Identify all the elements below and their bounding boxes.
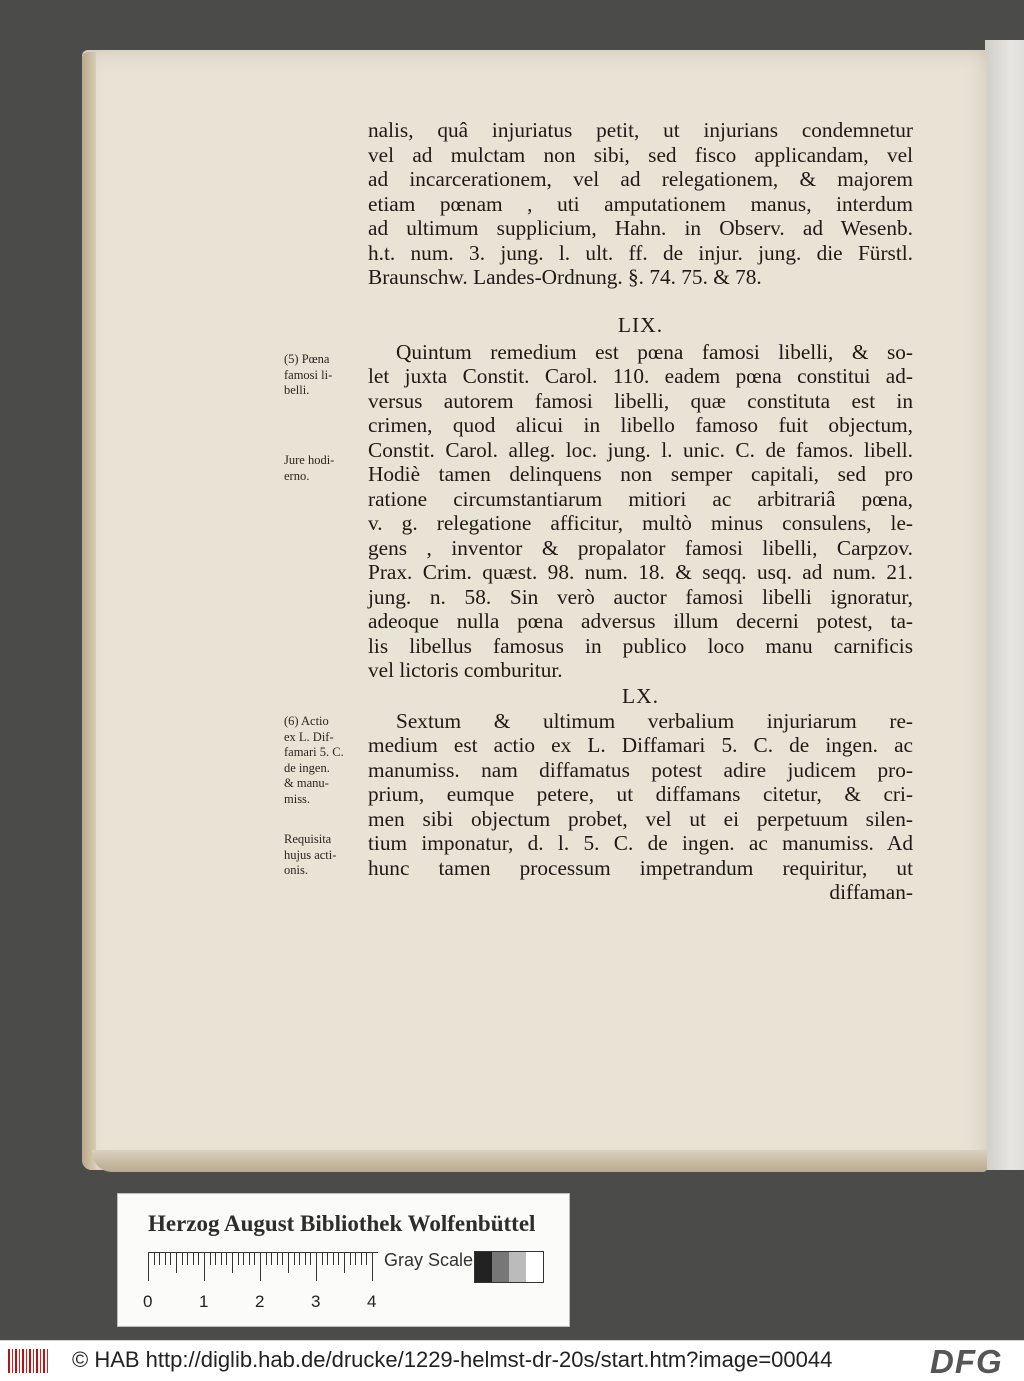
text-line: Hodiè tamen delinquens non semper capitali, sed pro — [368, 462, 913, 486]
ruler-tick — [170, 1253, 171, 1265]
ruler-tick — [165, 1253, 166, 1265]
gray-swatch — [526, 1252, 543, 1282]
ruler-tick — [198, 1253, 199, 1265]
ruler-tick — [288, 1253, 289, 1273]
margin-note-line: erno. — [284, 468, 310, 483]
ruler-tick — [159, 1253, 160, 1265]
ruler-tick — [344, 1253, 345, 1273]
ruler-tick — [322, 1253, 323, 1265]
gray-swatch — [492, 1252, 509, 1282]
text-line: vel ad mulctam non sibi, sed fisco applicandam, vel — [368, 142, 913, 167]
gray-swatch — [509, 1252, 526, 1282]
dfg-logo: DFG — [930, 1343, 1003, 1380]
ruler-tick — [226, 1253, 227, 1265]
ruler-tick — [271, 1253, 272, 1265]
margin-note-line: Jure hodi- — [284, 453, 335, 467]
ruler-tick — [310, 1253, 311, 1265]
ruler-tick — [277, 1253, 278, 1265]
section-heading-lix: LIX. — [617, 312, 664, 337]
gray-scale-label: Gray Scale — [384, 1250, 474, 1270]
ruler-tick — [176, 1253, 177, 1273]
text-line: Braunschw. Landes-Ordnung. §. 74. 75. & 78. — [368, 265, 762, 289]
text-line: Constit. Carol. alleg. loc. jung. l. unic. C. de famos. libell. — [368, 437, 913, 462]
margin-note-line: de ingen. — [284, 760, 330, 775]
margin-note-poena — [284, 352, 368, 399]
ruler-tick — [316, 1253, 317, 1281]
ruler-tick — [355, 1253, 356, 1265]
text-line: ratione circumstantiarum mitiori ac arbitrariâ pœna, — [368, 486, 913, 511]
text-line: ad incarcerationem, vel ad relegationem, & majorem — [368, 167, 913, 191]
margin-note-line: famosi li- — [284, 367, 333, 382]
text-line: vel lictoris comburitur. — [368, 658, 563, 682]
text-line: tium imponatur, d. l. 5. C. de ingen. ac manumiss. Ad — [368, 831, 913, 855]
ruler-tick — [215, 1253, 216, 1265]
main-text — [368, 118, 913, 905]
paragraph-top — [368, 118, 913, 290]
ruler-tick — [294, 1253, 295, 1265]
ruler-tick — [254, 1253, 255, 1265]
ruler-tick — [372, 1253, 373, 1281]
text-line: manumiss. nam diffamatus potest adire judicem pro- — [368, 757, 913, 782]
margin-note-line: (6) Actio — [284, 714, 329, 728]
ruler-tick — [266, 1253, 267, 1265]
ruler-label: 1 — [199, 1292, 209, 1311]
text-line: crimen, quod alicui in libello famoso fuit objectum, — [368, 413, 913, 437]
ruler-tick — [232, 1253, 233, 1273]
ruler-tick — [350, 1253, 351, 1265]
margin-note-line: famari 5. C. — [284, 745, 344, 759]
margin-note-actio — [284, 714, 368, 807]
ruler-label: 0 — [143, 1292, 153, 1311]
source-url[interactable]: © HAB http://diglib.hab.de/drucke/1229-helmst-dr-20s/start.htm?image=00044 — [72, 1347, 833, 1372]
text-line: prium, eumque petere, ut diffamans citetur, & cri- — [368, 782, 913, 806]
gray-scale-swatches — [474, 1251, 544, 1283]
text-line: ad ultimum supplicium, Hahn. in Observ. ad Wesenb. — [368, 216, 913, 240]
ruler-tick — [193, 1253, 194, 1265]
ruler-tick — [154, 1253, 155, 1265]
margin-note-line: Requisita — [284, 832, 332, 846]
footer-bar — [0, 1340, 1024, 1381]
text-line: men sibi objectum probet, vel ut ei perpetuum silen- — [368, 806, 913, 831]
ruler-tick — [210, 1253, 211, 1265]
text-line: lis libellus famosus in publico loco manu carnificis — [368, 633, 913, 658]
ruler-tick — [148, 1253, 149, 1281]
text-line: jung. n. 58. Sin verò auctor famosi libelli ignoratur, — [368, 584, 913, 609]
margin-note-line: (5) Pœna — [284, 352, 330, 366]
ruler-label: 3 — [311, 1292, 321, 1311]
margin-note-line: belli. — [284, 383, 310, 397]
ruler-tick — [187, 1253, 188, 1265]
ruler-label: 2 — [255, 1292, 265, 1311]
text-line: nalis, quâ injuriatus petit, ut injurians condemnetur — [368, 118, 913, 142]
gray-swatch — [475, 1252, 492, 1282]
paragraph-lx — [368, 709, 913, 905]
text-line: medium est actio ex L. Diffamari 5. C. de ingen. ac — [368, 733, 913, 757]
text-line: Quintum remedium est pœna famosi libelli, & so- — [396, 339, 913, 364]
paragraph-lix — [368, 340, 913, 683]
ruler-tick — [282, 1253, 283, 1265]
page-bottom-edge — [92, 1150, 987, 1172]
text-line: Sextum & ultimum verbalium injuriarum re- — [396, 708, 913, 733]
page-spine-edge — [82, 52, 96, 1170]
ruler-tick — [327, 1253, 328, 1265]
text-line: h.t. num. 3. jung. l. ult. ff. de injur. jung. die Fürstl. — [368, 240, 913, 265]
ruler-tick — [204, 1253, 205, 1281]
text-line: versus autorem famosi libelli, quæ constituta est in — [368, 388, 913, 413]
margin-note-line: hujus acti- — [284, 847, 337, 862]
margin-note-line: onis. — [284, 863, 308, 877]
ruler-tick — [305, 1253, 306, 1265]
text-line: v. g. relegatione afficitur, multò minus consulens, le- — [368, 511, 913, 535]
ruler-scale — [148, 1252, 378, 1281]
color-scale-card — [117, 1193, 570, 1327]
text-line: adeoque nulla pœna adversus illum decerni potest, ta- — [368, 609, 913, 633]
ruler-tick — [260, 1253, 261, 1281]
text-line: let juxta Constit. Carol. 110. eadem pœna constitui ad- — [368, 364, 913, 388]
ruler-tick — [249, 1253, 250, 1265]
library-name: Herzog August Bibliothek Wolfenbüttel — [148, 1211, 536, 1236]
ruler-tick — [238, 1253, 239, 1265]
ruler-tick — [333, 1253, 334, 1265]
margin-note-line: ex L. Dif- — [284, 729, 334, 744]
section-heading-lx: LX. — [621, 683, 660, 708]
ruler-tick — [366, 1253, 367, 1265]
margin-note-jure-hodierno — [284, 453, 368, 484]
text-line: etiam pœnam , uti amputationem manus, interdum — [368, 191, 913, 216]
ruler-tick — [182, 1253, 183, 1265]
text-line: Prax. Crim. quæst. 98. num. 18. & seqq. usq. ad num. 21. — [368, 560, 913, 584]
ruler-label: 4 — [367, 1292, 377, 1311]
ruler-tick — [243, 1253, 244, 1265]
text-line: gens , inventor & propalator famosi libelli, Carpzov. — [368, 535, 913, 560]
text-line: diffaman- — [829, 880, 913, 904]
ruler-tick — [299, 1253, 300, 1265]
adjacent-page-strip — [985, 40, 1024, 1170]
ruler-tick — [338, 1253, 339, 1265]
margin-note-line: miss. — [284, 791, 311, 806]
ruler-tick — [221, 1253, 222, 1265]
margin-note-requisita — [284, 832, 368, 879]
text-line: hunc tamen processum impetrandum requiritur, ut — [368, 855, 913, 880]
barcode-icon — [8, 1349, 48, 1373]
margin-note-line: & manu- — [284, 776, 329, 790]
ruler-tick — [361, 1253, 362, 1265]
